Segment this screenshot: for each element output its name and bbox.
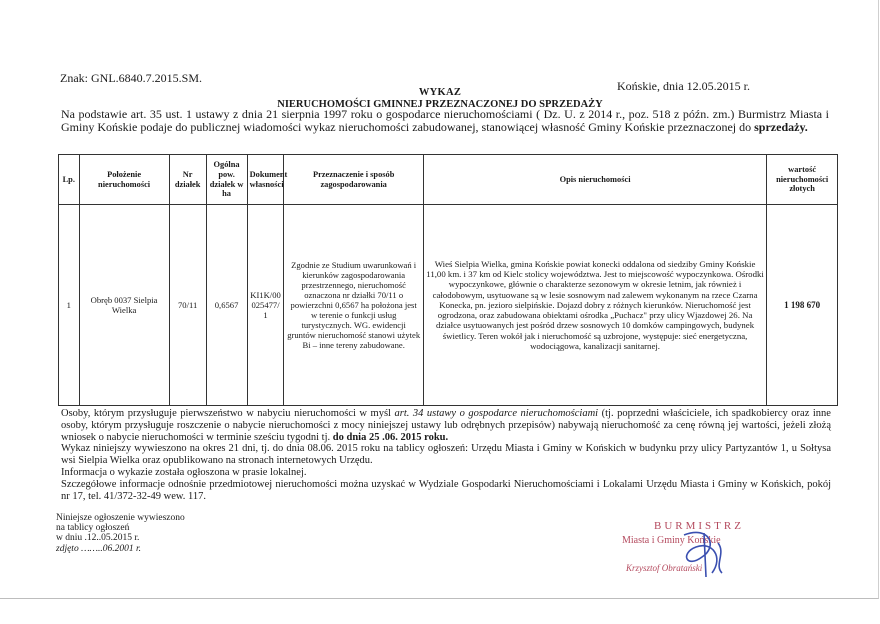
cell-opis: Wieś Sielpia Wielka, gmina Końskie powiat konecki oddalona od siedziby Gminy Końskie 11,00 km. i 37 km od Kielc stolicy województwa. Jest to miejscowość wypoczynkowa. Ośrodki wypoczynkowe, głównie o charakterze sezonowym w okresie letnim, jak również i całodobowym, usytuowane są w lesie sosnowym nad zalewem wykonanym na rzece Czarna Konecka, pn. jezioro sielpińskie. Dojazd dobry z różnych kierunków. Nieruchomość jest ogrodzona, oraz zabudowana obiektami ośrodka „Puchacz" przy ulicy Wjazdowej 26. Na działce usytuowanych jest pośród drzew sosnowych 10 domków campingowych, budynek świetlicy. Teren wokół jak i nieruchomość są uzbrojone, występuje: sieć energetyczna, wodociągowa, kanalizacji sanitarnej.: [423, 205, 766, 406]
header-nr-dzialek: Nr działek: [169, 155, 206, 205]
header-lp: Lp.: [59, 155, 80, 205]
header-przeznaczenie: Przeznaczenie i sposób zagospodarowania: [284, 155, 423, 205]
intro-bold: sprzedaży.: [754, 119, 808, 134]
intro-paragraph: [61, 108, 829, 134]
posting-period-paragraph: Wykaz niniejszy wywieszono na okres 21 dni, tj. do dnia 08.06. 2015 roku na tablicy ogłoszeń: Urzędu Miasta i Gminy w Końskich w budynku przy ulicy Partyzantów 1, u Sołtysa wsi Sielpia Wielka oraz opublikowano na stronach internetowych Urzędu.: [61, 443, 831, 466]
contact-info-paragraph: Szczegółowe informacje odnośnie przedmiotowej nieruchomości można uzyskać w Wydziale Gospodarki Nieruchomościami i Lokalami Urzędu Miasta i Gminy w Końskich, pokój nr 17, tel. 41/372-32-49 wew. 117.: [61, 479, 831, 502]
cell-lp: 1: [59, 205, 80, 406]
posting-note-line4: zdjęto ……..06.2001 r.: [56, 544, 141, 554]
preemption-text-b: (tj. poprzedni właściciele, ich spadkobiercy oraz inne osoby, którym przysługuje roszczenie o nabycie nieruchomości z mocy niniejszej ustawy lub odrębnych przepisów) nabywają nieruchomość za cenę równą jej wartości, jeżeli złożą wniosek o nabycie nieruchomości w terminie sześciu tygodni tj.: [61, 408, 831, 443]
header-dokument: Dokument własności: [247, 155, 284, 205]
intro-text: Na podstawie art. 35 ust. 1 ustawy z dnia 21 sierpnia 1997 roku o gospodarce nieruchomościami ( Dz. U. z 2014 r., poz. 518 z późn. zm.) Burmistrz Miasta i Gminy Końskie podaje do publicznej wiadomości wykaz nieruchomości zabudowanej, stanowiącej własność Gminy Końskie przeznaczonej do: [61, 107, 829, 134]
posting-note-line2: na tablicy ogłoszeń: [56, 523, 130, 533]
preemption-law-reference: art. 34 ustawy o gospodarce nieruchomościami: [394, 408, 599, 419]
header-opis: Opis nieruchomości: [423, 155, 766, 205]
posting-note-line1: Niniejsze ogłoszenie wywieszono: [56, 513, 185, 523]
header-wartosc: wartość nieruchomości złotych: [767, 155, 838, 205]
stamp-name: Krzysztof Obratański: [626, 563, 703, 573]
reference-number: Znak: GNL.6840.7.2015.SM.: [60, 71, 202, 85]
header-polozenie: Położenie nieruchomości: [79, 155, 169, 205]
official-stamp: [614, 513, 774, 583]
preemption-text-a: Osoby, którym przysługuje pierwszeństwo w nabyciu nieruchomości w myśl: [61, 408, 395, 419]
property-table: [58, 154, 838, 406]
document-subtitle: NIERUCHOMOŚCI GMINNEJ PRZEZNACZONEJ DO SPRZEDAŻY: [277, 99, 603, 110]
header-powierzchnia: Ogólna pow. działek w ha: [206, 155, 247, 205]
document-date: Końskie, dnia 12.05.2015 r.: [617, 79, 750, 93]
table-row: [59, 205, 838, 406]
table-header-row: [59, 155, 838, 205]
cell-polozenie: Obręb 0037 Sielpia Wielka: [79, 205, 169, 406]
preemption-paragraph: [61, 408, 831, 443]
cell-wartosc: 1 198 670: [767, 205, 838, 406]
document-title: WYKAZ: [418, 87, 462, 98]
stamp-graphic: [614, 513, 774, 583]
press-info-paragraph: Informacja o wykazie została ogłoszona w prasie lokalnej.: [61, 467, 307, 478]
cell-powierzchnia: 0,6567: [206, 205, 247, 406]
cell-nr-dzialek: 70/11: [169, 205, 206, 406]
cell-przeznaczenie: Zgodnie ze Studium uwarunkowań i kierunków zagospodarowania przestrzennego, nieruchomość oznaczona nr działki 70/11 o powierzchni 0,6567 ha położona jest w terenie o funkcji usług turystycznych. WG. ewidencji gruntów nieruchomość stanowi użytek Bi – inne tereny zabudowane.: [284, 205, 423, 406]
stamp-subtitle: Miasta i Gminy Końskie: [622, 535, 721, 546]
cell-dokument: KI1K/00025477/1: [247, 205, 284, 406]
posting-note-line3: w dniu .12..05.2015 r.: [56, 533, 140, 543]
preemption-deadline: do dnia 25 .06. 2015 roku.: [332, 431, 449, 443]
stamp-title: BURMISTRZ: [654, 520, 744, 532]
